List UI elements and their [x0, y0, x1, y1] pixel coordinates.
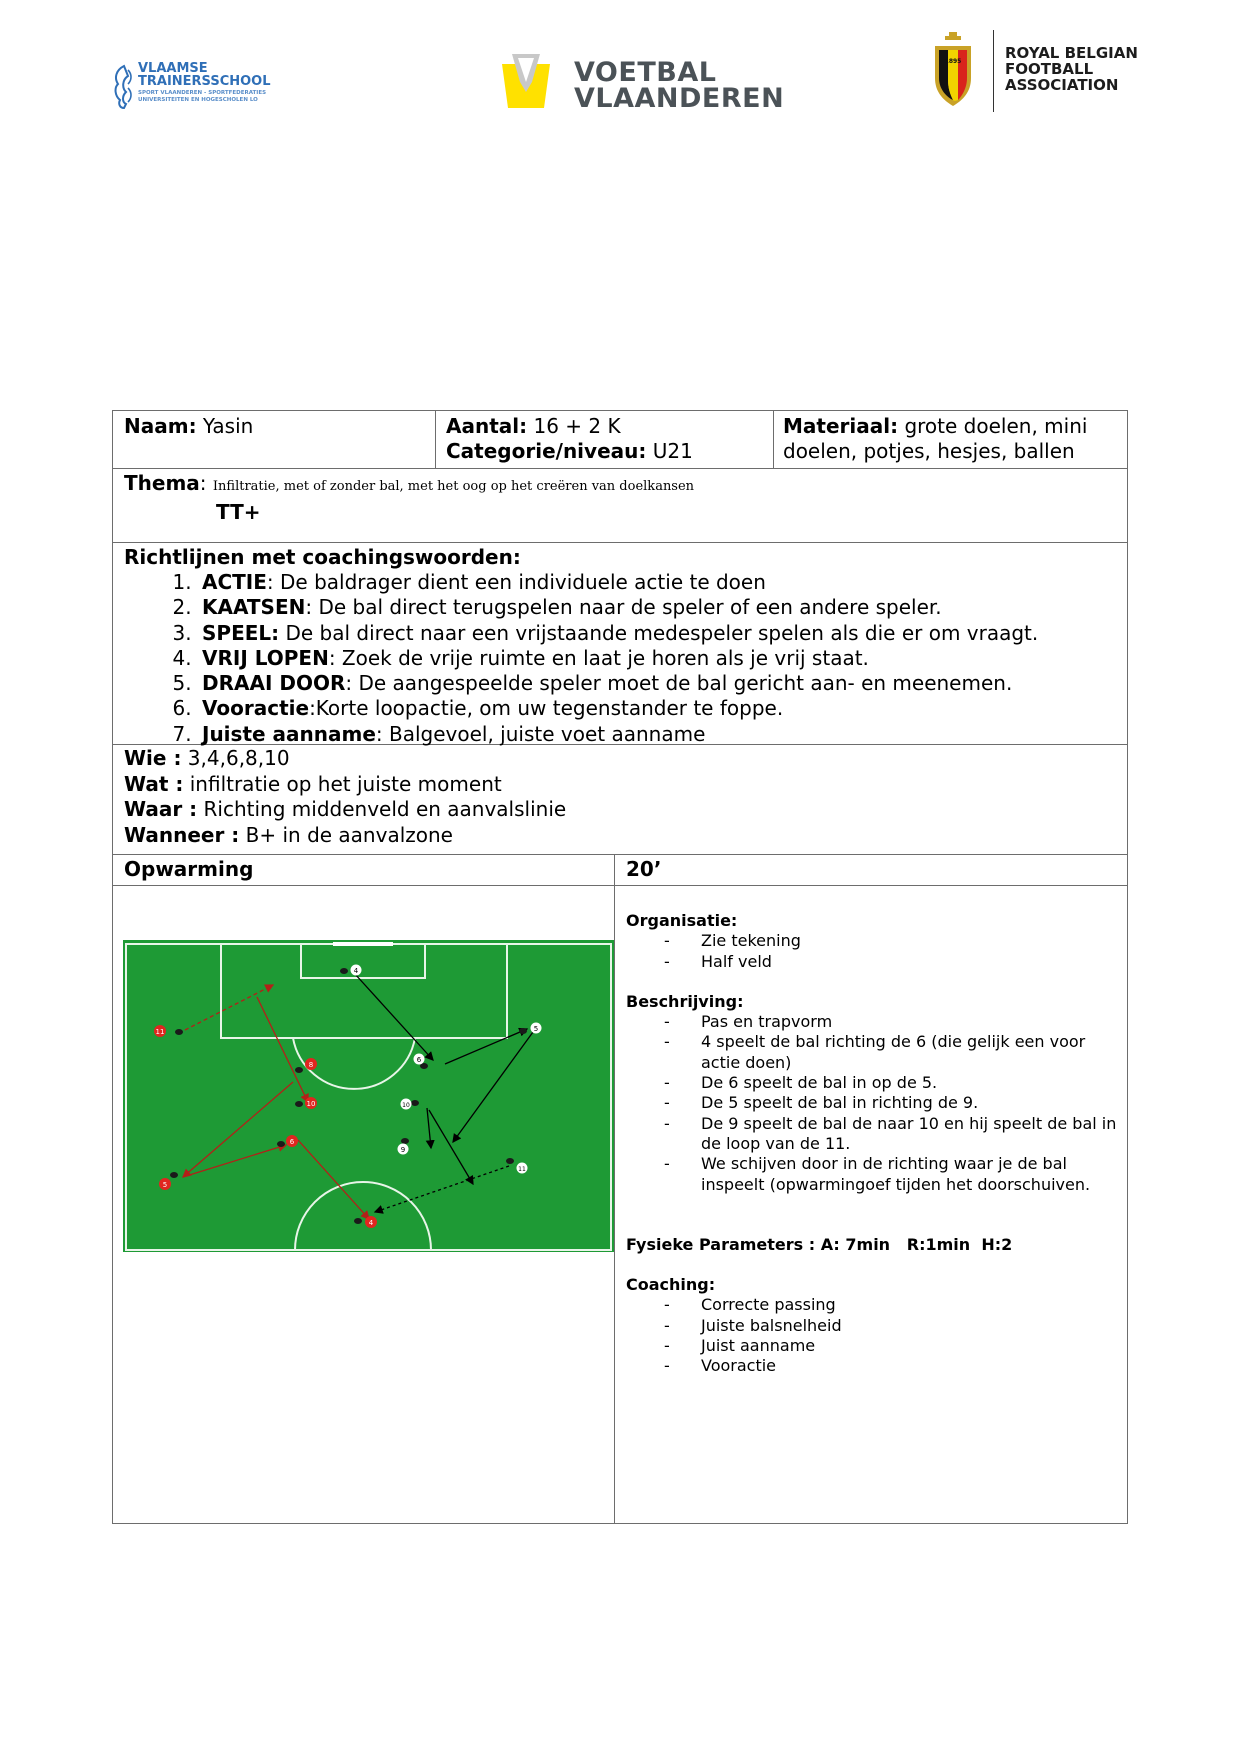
list-item: - Pas en trapvorm	[664, 1012, 833, 1032]
list-item: - Vooractie	[664, 1356, 777, 1376]
beschrijving-list	[626, 1012, 1121, 1195]
thema-label: Thema	[124, 471, 200, 495]
rbfa-title-1: ROYAL BELGIAN	[1005, 44, 1138, 62]
vts-title-2: TRAINERSSCHOOL	[138, 74, 271, 89]
wat-label: Wat :	[124, 771, 184, 796]
list-item: - Correcte passing	[664, 1295, 836, 1315]
aantal-value: 16 + 2 K	[527, 414, 621, 438]
vlaamse-trainersschool-logo	[112, 58, 302, 114]
wie-label: Wie :	[124, 746, 182, 770]
rbfa-year: 1895	[944, 58, 962, 65]
coaching-title: Coaching:	[626, 1275, 716, 1295]
list-item: 1. ACTIE: De baldrager dient een individuele actie te doen	[198, 570, 1119, 595]
richtlijnen-cell	[124, 544, 1119, 747]
exercise-diagram	[123, 940, 614, 1252]
waar-value: Richting middenveld en aanvalslinie	[197, 797, 567, 821]
svg-text:11: 11	[518, 1166, 526, 1173]
fysieke-parameters: Fysieke Parameters : A: 7min R:1min H:2	[626, 1234, 1013, 1254]
svg-text:4: 4	[368, 1219, 374, 1227]
beschrijving-title: Beschrijving:	[626, 991, 744, 1011]
naam-label: Naam:	[124, 414, 197, 438]
svg-text:11: 11	[155, 1028, 165, 1036]
categorie-value: U21	[646, 439, 693, 463]
richtlijnen-title: Richtlijnen met coachingswoorden:	[124, 545, 521, 569]
vv-emblem-icon	[494, 52, 558, 112]
list-item: - De 5 speelt de bal in richting de 9.	[664, 1093, 979, 1113]
list-item: - De 6 speelt de bal in op de 5.	[664, 1073, 938, 1093]
wanneer-label: Wanneer :	[124, 822, 240, 847]
wat-value: infiltratie op het juiste moment	[183, 771, 502, 796]
thema-colon: :	[199, 471, 207, 495]
svg-text:5: 5	[162, 1181, 168, 1189]
svg-text:6: 6	[416, 1056, 422, 1064]
list-item: - We schijven door in de richting waar je de bal inspeelt (opwarmingoef tijden het doorschuiven.	[664, 1154, 1091, 1194]
wie-wat-cell	[124, 746, 1119, 848]
details-cell	[626, 911, 1121, 1377]
rbfa-title-3: ASSOCIATION	[1005, 76, 1119, 94]
vts-subtitle-2: UNIVERSITEITEN EN HOGESCHOLEN LO	[138, 97, 258, 103]
svg-text:4: 4	[353, 967, 359, 975]
vv-title-1: VOETBAL	[574, 57, 717, 88]
rbfa-shield-icon	[929, 30, 977, 114]
section-time: 20’	[626, 857, 662, 881]
richtlijnen-list	[124, 570, 1119, 747]
vts-subtitle-1: SPORT VLAANDEREN - SPORTFEDERATIES	[138, 90, 267, 96]
waar-label: Waar :	[124, 797, 198, 821]
rbfa-logo	[925, 30, 1145, 114]
list-item: - Zie tekening	[664, 931, 801, 951]
naam-value: Yasin	[196, 414, 254, 438]
pitch-grass	[123, 940, 614, 1252]
rbfa-title-2: FOOTBALL	[1005, 60, 1094, 78]
list-item: 3. SPEEL: De bal direct naar een vrijstaande medespeler spelen als die er om vraagt.	[198, 621, 1119, 646]
section-title: Opwarming	[124, 857, 254, 881]
list-item: 6. Vooractie:Korte loopactie, om uw tegenstander te foppe.	[198, 696, 1119, 721]
thema-value: Infiltratie, met of zonder bal, met het oog op het creëren van doelkansen	[212, 479, 695, 494]
materiaal-cell	[783, 414, 1123, 464]
aantal-cell	[446, 414, 771, 464]
svg-text:10: 10	[402, 1102, 410, 1109]
materiaal-value: grote doelen, mini doelen, potjes, hesjes, ballen	[783, 414, 1088, 463]
list-item: - De 9 speelt de bal de naar 10 en hij speelt de bal in de loop van de 11.	[664, 1113, 1117, 1153]
lion-icon	[112, 64, 136, 110]
list-item: - Juist aanname	[664, 1336, 816, 1356]
naam-cell	[124, 414, 429, 439]
materiaal-label: Materiaal:	[783, 414, 899, 438]
list-item: 4. VRIJ LOPEN: Zoek de vrije ruimte en laat je horen als je vrij staat.	[198, 646, 1119, 671]
vv-title-2: VLAANDEREN	[574, 83, 785, 114]
list-item: - 4 speelt de bal richting de 6 (die gelijk een voor actie doen)	[664, 1032, 1086, 1072]
coaching-list	[626, 1295, 1121, 1376]
svg-text:8: 8	[308, 1061, 314, 1069]
thema-cell	[124, 471, 1114, 525]
wie-value: 3,4,6,8,10	[181, 746, 290, 770]
rbfa-divider	[993, 30, 994, 112]
svg-text:10: 10	[306, 1100, 316, 1108]
voetbal-vlaanderen-logo	[494, 52, 785, 114]
svg-text:6: 6	[289, 1138, 295, 1146]
list-item: 7. Juiste aanname: Balgevoel, juiste voet aanname	[198, 722, 1119, 747]
svg-text:9: 9	[400, 1146, 406, 1154]
thema-sub: TT+	[216, 500, 261, 524]
list-item: - Juiste balsnelheid	[664, 1315, 842, 1335]
list-item: - Half veld	[664, 951, 772, 971]
organisatie-list	[626, 931, 1121, 972]
wanneer-value: B+ in de aanvalzone	[239, 822, 453, 847]
aantal-label: Aantal:	[446, 414, 528, 438]
list-item: 2. KAATSEN: De bal direct terugspelen naar de speler of een andere speler.	[198, 595, 1119, 620]
organisatie-title: Organisatie:	[626, 911, 738, 930]
vts-title-1: VLAAMSE	[138, 61, 208, 76]
list-item: 5. DRAAI DOOR: De aangespeelde speler moet de bal gericht aan- en meenemen.	[198, 671, 1119, 696]
svg-text:5: 5	[533, 1025, 539, 1033]
categorie-label: Categorie/niveau:	[446, 439, 647, 463]
